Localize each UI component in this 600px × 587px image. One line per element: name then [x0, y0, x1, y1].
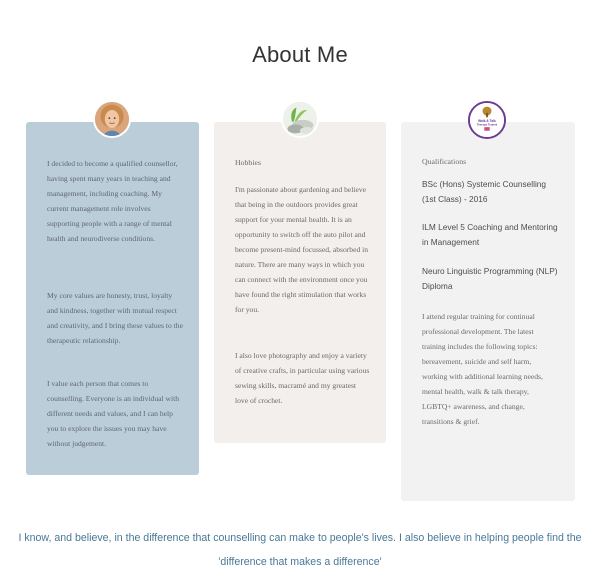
- hobbies-label: Hobbies: [235, 158, 261, 167]
- badge-text-line-2: Therapy Trained: [476, 123, 498, 127]
- footer-quote: I know, and believe, in the difference that counselling can make to people's lives. I also believe in helping people find the 'difference that makes a difference': [18, 532, 582, 568]
- qualifications-card-background: [401, 122, 575, 501]
- about-paragraph-3: I value each person that comes to counselling. Everyone is an individual with different needs and values, and I can help you to explore the issues you may have without judgement.: [47, 379, 180, 448]
- qualifications-label: Qualifications: [422, 157, 467, 166]
- training-paragraph: I attend regular training for continual professional development. The latest training includes the following topics: bereavement, suicide and self harm, working with additional learning needs, mental health, walk & talk therapy, LGBTQ+ awareness, and change, transitions & grief.: [422, 312, 543, 426]
- badge-text-line-1: Walk & Talk: [478, 118, 496, 123]
- walk-and-talk-badge-icon: [470, 103, 504, 137]
- walk-and-talk-badge-avatar: [468, 101, 506, 139]
- page-title: About Me: [252, 42, 348, 67]
- about-paragraph-2: My core values are honesty, trust, loyalty and kindness, together with mutual respect and creativity, and I bring these values to the therapeutic relationship.: [47, 291, 183, 345]
- qualification-item: BSc (Hons) Systemic Counselling (1st Class) - 2016: [422, 179, 547, 204]
- about-paragraph-1: I decided to become a qualified counsellor, having spent many years in teaching and management, including coaching. My current management role involves supporting people with a range of mental health and neurodiverse conditions.: [47, 159, 178, 243]
- profile-photo-avatar: [93, 100, 131, 138]
- stones-and-plant-avatar: [281, 100, 319, 138]
- about-card-background: [26, 122, 199, 475]
- profile-photo-icon: [95, 102, 129, 136]
- stones-and-plant-icon: [283, 102, 317, 136]
- qualification-item: Neuro Linguistic Programming (NLP) Diploma: [422, 266, 558, 291]
- hobbies-paragraph-1: I'm passionate about gardening and believe that being in the outdoors provides great support for your mental health. It is an opportunity to switch off the auto pilot and become present-mind focussed, absorbed in nature. There are many ways in which you can connect with the environment once you have found the right stimulation that works for you.: [235, 185, 369, 314]
- hobbies-paragraph-2: I also love photography and enjoy a variety of creative crafts, in particular using various sewing skills, macramé and my greatest love of crochet.: [235, 351, 370, 405]
- qualification-item: ILM Level 5 Coaching and Mentoring in Management: [422, 222, 558, 247]
- hobbies-card-background: [214, 122, 386, 443]
